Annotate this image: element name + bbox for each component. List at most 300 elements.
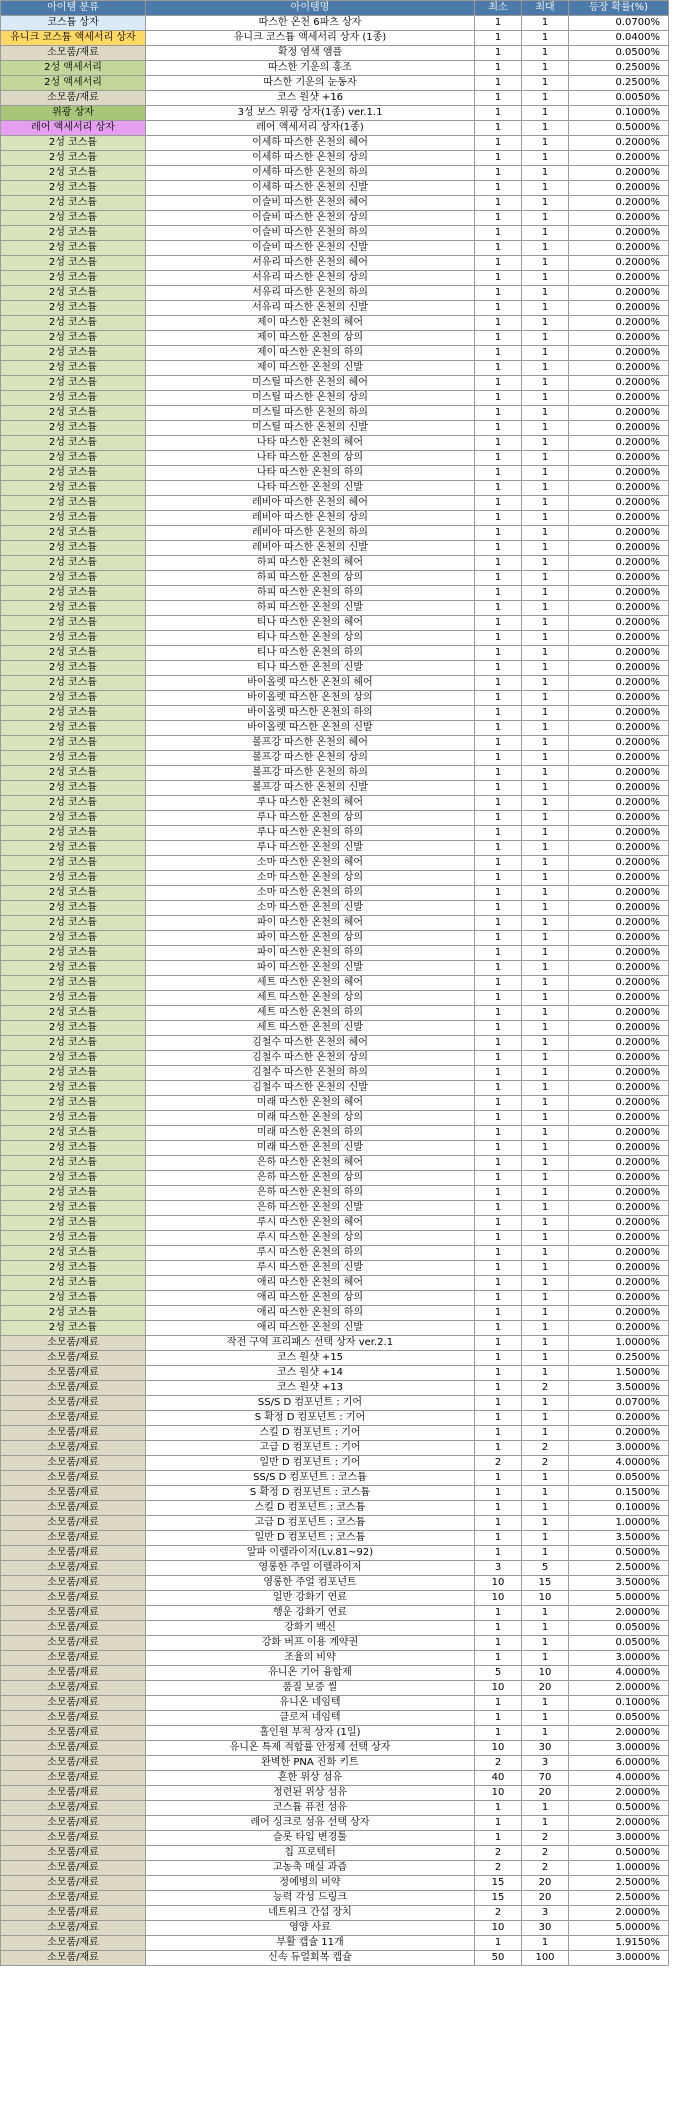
category-cell: 소모품/재료: [1, 1756, 146, 1771]
probability-cell: 0.2000%: [569, 331, 669, 346]
category-cell: 소모품/재료: [1, 1816, 146, 1831]
probability-cell: 0.2000%: [569, 286, 669, 301]
max-cell: 3: [522, 1906, 569, 1921]
probability-cell: 0.2000%: [569, 346, 669, 361]
probability-cell: 0.2000%: [569, 901, 669, 916]
probability-cell: 3.5000%: [569, 1381, 669, 1396]
category-cell: 소모품/재료: [1, 1876, 146, 1891]
table-row: [1, 1906, 669, 1921]
category-cell: 2성 코스튬: [1, 511, 146, 526]
min-cell: 1: [475, 556, 522, 571]
max-cell: 1: [522, 256, 569, 271]
category-cell: 2성 코스튬: [1, 616, 146, 631]
item-name-cell: 하피 따스한 온천의 하의: [146, 586, 475, 601]
max-cell: 1: [522, 796, 569, 811]
max-cell: 1: [522, 1051, 569, 1066]
category-cell: 2성 코스튬: [1, 1231, 146, 1246]
probability-cell: 0.2000%: [569, 466, 669, 481]
max-cell: 1: [522, 1471, 569, 1486]
table-row: [1, 1726, 669, 1741]
table-row: [1, 976, 669, 991]
probability-cell: 0.2000%: [569, 706, 669, 721]
item-name-cell: 일반 D 컴포넌트 : 코스튬: [146, 1531, 475, 1546]
table-row: [1, 451, 669, 466]
item-name-cell: 세트 따스한 온천의 하의: [146, 1006, 475, 1021]
category-cell: 2성 코스튬: [1, 601, 146, 616]
table-row: [1, 571, 669, 586]
max-cell: 2: [522, 1381, 569, 1396]
item-name-cell: 소마 따스한 온천의 헤어: [146, 856, 475, 871]
table-row: [1, 1066, 669, 1081]
probability-cell: 0.2000%: [569, 661, 669, 676]
item-name-cell: 애리 따스한 온천의 상의: [146, 1291, 475, 1306]
min-cell: 1: [475, 1231, 522, 1246]
category-cell: 2성 코스튬: [1, 286, 146, 301]
item-name-cell: 루나 따스한 온천의 헤어: [146, 796, 475, 811]
min-cell: 1: [475, 736, 522, 751]
category-cell: 2성 코스튬: [1, 736, 146, 751]
probability-cell: 0.1500%: [569, 1486, 669, 1501]
item-name-cell: 은하 따스한 온천의 상의: [146, 1171, 475, 1186]
category-cell: 위광 상자: [1, 106, 146, 121]
max-cell: 1: [522, 226, 569, 241]
category-cell: 2성 코스튬: [1, 961, 146, 976]
table-row: [1, 1936, 669, 1951]
min-cell: 1: [475, 391, 522, 406]
min-cell: 1: [475, 286, 522, 301]
category-cell: 2성 코스튬: [1, 1276, 146, 1291]
category-cell: 2성 코스튬: [1, 931, 146, 946]
category-cell: 2성 코스튬: [1, 646, 146, 661]
max-cell: 1: [522, 886, 569, 901]
max-cell: 1: [522, 211, 569, 226]
category-cell: 소모품/재료: [1, 1936, 146, 1951]
table-row: [1, 1621, 669, 1636]
max-cell: 1: [522, 361, 569, 376]
probability-cell: 0.2000%: [569, 1051, 669, 1066]
min-cell: 1: [475, 1321, 522, 1336]
category-cell: 2성 코스튬: [1, 871, 146, 886]
table-row: [1, 1021, 669, 1036]
category-cell: 소모품/재료: [1, 1411, 146, 1426]
category-cell: 2성 코스튬: [1, 1021, 146, 1036]
min-cell: 1: [475, 931, 522, 946]
probability-cell: 0.2000%: [569, 841, 669, 856]
item-name-cell: 영롱한 주얼 이렐라이저: [146, 1561, 475, 1576]
probability-cell: 5.0000%: [569, 1591, 669, 1606]
table-row: [1, 811, 669, 826]
max-cell: 1: [522, 466, 569, 481]
table-row: [1, 286, 669, 301]
probability-cell: 0.2000%: [569, 946, 669, 961]
probability-cell: 0.2000%: [569, 1171, 669, 1186]
max-cell: 1: [522, 151, 569, 166]
probability-cell: 0.2000%: [569, 916, 669, 931]
max-cell: 20: [522, 1786, 569, 1801]
category-cell: 2성 코스튬: [1, 421, 146, 436]
max-cell: 2: [522, 1861, 569, 1876]
probability-cell: 0.2000%: [569, 976, 669, 991]
max-cell: 1: [522, 871, 569, 886]
table-row: [1, 931, 669, 946]
item-name-cell: 하피 따스한 온천의 신발: [146, 601, 475, 616]
max-cell: 1: [522, 1306, 569, 1321]
item-name-cell: 칩 프로텍터: [146, 1846, 475, 1861]
min-cell: 1: [475, 1531, 522, 1546]
max-cell: 1: [522, 301, 569, 316]
max-cell: 1: [522, 31, 569, 46]
min-cell: 1: [475, 1276, 522, 1291]
max-cell: 15: [522, 1576, 569, 1591]
min-cell: 1: [475, 616, 522, 631]
min-cell: 1: [475, 1261, 522, 1276]
item-name-cell: 스킬 D 컴포넌트 : 코스튬: [146, 1501, 475, 1516]
category-cell: 소모품/재료: [1, 46, 146, 61]
category-cell: 소모품/재료: [1, 1456, 146, 1471]
category-cell: 2성 코스튬: [1, 1306, 146, 1321]
probability-cell: 0.2000%: [569, 631, 669, 646]
probability-cell: 0.2000%: [569, 1201, 669, 1216]
category-cell: 2성 코스튬: [1, 166, 146, 181]
table-row: [1, 1396, 669, 1411]
item-name-cell: 레어 싱크로 섬유 선택 상자: [146, 1816, 475, 1831]
item-name-cell: 신속 듀얼회복 캡슐: [146, 1951, 475, 1966]
item-name-cell: 은하 따스한 온천의 신발: [146, 1201, 475, 1216]
category-cell: 2성 코스튬: [1, 466, 146, 481]
table-row: [1, 1441, 669, 1456]
item-name-cell: 파이 따스한 온천의 헤어: [146, 916, 475, 931]
min-cell: 1: [475, 796, 522, 811]
min-cell: 5: [475, 1666, 522, 1681]
item-name-cell: 코스 원샷 +13: [146, 1381, 475, 1396]
category-cell: 2성 코스튬: [1, 826, 146, 841]
item-name-cell: 레비아 따스한 온천의 헤어: [146, 496, 475, 511]
item-name-cell: 볼프강 따스한 온천의 상의: [146, 751, 475, 766]
probability-cell: 0.2000%: [569, 796, 669, 811]
table-body: [1, 16, 669, 1966]
min-cell: 1: [475, 211, 522, 226]
max-cell: 1: [522, 1426, 569, 1441]
table-row: [1, 481, 669, 496]
category-cell: 소모품/재료: [1, 1441, 146, 1456]
probability-cell: 0.2000%: [569, 1066, 669, 1081]
min-cell: 1: [475, 316, 522, 331]
item-name-cell: 김철수 따스한 온천의 상의: [146, 1051, 475, 1066]
min-cell: 1: [475, 1501, 522, 1516]
min-cell: 1: [475, 1636, 522, 1651]
min-cell: 1: [475, 781, 522, 796]
min-cell: 1: [475, 331, 522, 346]
item-name-cell: 바이올렛 따스한 온천의 헤어: [146, 676, 475, 691]
probability-cell: 2.5000%: [569, 1876, 669, 1891]
item-name-cell: 미스틸 따스한 온천의 신발: [146, 421, 475, 436]
table-row: [1, 1681, 669, 1696]
item-name-cell: 파이 따스한 온천의 신발: [146, 961, 475, 976]
category-cell: 2성 코스튬: [1, 976, 146, 991]
category-cell: 2성 코스튬: [1, 1066, 146, 1081]
category-cell: 2성 코스튬: [1, 571, 146, 586]
min-cell: 1: [475, 526, 522, 541]
category-cell: 소모품/재료: [1, 1561, 146, 1576]
item-name-cell: 애리 따스한 온천의 신발: [146, 1321, 475, 1336]
item-name-cell: 코스튬 퓨전 섬유: [146, 1801, 475, 1816]
probability-cell: 1.0000%: [569, 1336, 669, 1351]
min-cell: 1: [475, 1036, 522, 1051]
item-name-cell: S 확정 D 컴포넌트 : 기어: [146, 1411, 475, 1426]
category-cell: 소모품/재료: [1, 1366, 146, 1381]
min-cell: 1: [475, 1486, 522, 1501]
table-row: [1, 1666, 669, 1681]
probability-cell: 0.2000%: [569, 781, 669, 796]
min-cell: 1: [475, 166, 522, 181]
max-cell: 3: [522, 1756, 569, 1771]
max-cell: 1: [522, 736, 569, 751]
probability-cell: 6.0000%: [569, 1756, 669, 1771]
table-row: [1, 1876, 669, 1891]
probability-cell: 0.0500%: [569, 1711, 669, 1726]
max-cell: 1: [522, 1081, 569, 1096]
probability-cell: 2.0000%: [569, 1606, 669, 1621]
probability-cell: 0.2000%: [569, 481, 669, 496]
probability-cell: 0.2000%: [569, 316, 669, 331]
probability-cell: 2.0000%: [569, 1726, 669, 1741]
min-cell: 10: [475, 1741, 522, 1756]
min-cell: 1: [475, 406, 522, 421]
item-name-cell: S 확정 D 컴포넌트 : 코스튬: [146, 1486, 475, 1501]
table-row: [1, 1141, 669, 1156]
table-row: [1, 1261, 669, 1276]
probability-cell: 0.2500%: [569, 76, 669, 91]
table-row: [1, 1651, 669, 1666]
probability-cell: 0.2000%: [569, 1111, 669, 1126]
min-cell: 1: [475, 1606, 522, 1621]
max-cell: 1: [522, 811, 569, 826]
table-row: [1, 901, 669, 916]
category-cell: 2성 코스튬: [1, 751, 146, 766]
min-cell: 1: [475, 1351, 522, 1366]
item-name-cell: 품질 보증 씰: [146, 1681, 475, 1696]
item-name-cell: SS/S D 컴포넌트 : 기어: [146, 1396, 475, 1411]
table-row: [1, 361, 669, 376]
probability-cell: 0.2000%: [569, 436, 669, 451]
min-cell: 1: [475, 1126, 522, 1141]
min-cell: 1: [475, 61, 522, 76]
category-cell: 레어 액세서리 상자: [1, 121, 146, 136]
table-row: [1, 586, 669, 601]
min-cell: 1: [475, 541, 522, 556]
min-cell: 1: [475, 1066, 522, 1081]
table-row: [1, 736, 669, 751]
table-row: [1, 256, 669, 271]
probability-cell: 1.9150%: [569, 1936, 669, 1951]
category-cell: 2성 코스튬: [1, 1216, 146, 1231]
category-cell: 2성 액세서리: [1, 61, 146, 76]
max-cell: 1: [522, 1186, 569, 1201]
probability-cell: 0.2000%: [569, 391, 669, 406]
min-cell: 1: [475, 1651, 522, 1666]
item-name-cell: 서유리 따스한 온천의 상의: [146, 271, 475, 286]
min-cell: 1: [475, 1471, 522, 1486]
min-cell: 1: [475, 511, 522, 526]
probability-cell: 0.1000%: [569, 1501, 669, 1516]
min-cell: 1: [475, 601, 522, 616]
category-cell: 2성 코스튬: [1, 256, 146, 271]
item-name-cell: 알파 이렐라이저(Lv.81~92): [146, 1546, 475, 1561]
min-cell: 1: [475, 1801, 522, 1816]
max-cell: 1: [522, 16, 569, 31]
min-cell: 1: [475, 436, 522, 451]
probability-cell: 0.0050%: [569, 91, 669, 106]
item-name-cell: 레어 액세서리 상자(1종): [146, 121, 475, 136]
max-cell: 1: [522, 1606, 569, 1621]
probability-cell: 3.5000%: [569, 1576, 669, 1591]
max-cell: 1: [522, 631, 569, 646]
item-name-cell: 작전 구역 프리패스 선택 상자 ver.2.1: [146, 1336, 475, 1351]
table-row: [1, 991, 669, 1006]
max-cell: 1: [522, 241, 569, 256]
category-cell: 2성 코스튬: [1, 376, 146, 391]
table-row: [1, 721, 669, 736]
item-name-cell: 볼프강 따스한 온천의 헤어: [146, 736, 475, 751]
min-cell: 40: [475, 1771, 522, 1786]
probability-cell: 0.2000%: [569, 1096, 669, 1111]
min-cell: 2: [475, 1846, 522, 1861]
category-cell: 2성 코스튬: [1, 991, 146, 1006]
category-cell: 소모품/재료: [1, 1336, 146, 1351]
item-name-cell: 따스한 기운의 홍조: [146, 61, 475, 76]
table-row: [1, 1771, 669, 1786]
min-cell: 1: [475, 1396, 522, 1411]
max-cell: 1: [522, 1816, 569, 1831]
item-name-cell: 나타 따스한 온천의 하의: [146, 466, 475, 481]
probability-cell: 0.2000%: [569, 1261, 669, 1276]
probability-cell: 0.2000%: [569, 196, 669, 211]
category-cell: 소모품/재료: [1, 1726, 146, 1741]
item-name-cell: 김철수 따스한 온천의 하의: [146, 1066, 475, 1081]
category-cell: 2성 코스튬: [1, 346, 146, 361]
max-cell: 1: [522, 1696, 569, 1711]
probability-cell: 0.2000%: [569, 1021, 669, 1036]
item-name-cell: 일반 강화기 연료: [146, 1591, 475, 1606]
item-name-cell: 레비아 따스한 온천의 하의: [146, 526, 475, 541]
item-name-cell: 바이올렛 따스한 온천의 신발: [146, 721, 475, 736]
probability-cell: 0.2500%: [569, 61, 669, 76]
table-row: [1, 496, 669, 511]
max-cell: 30: [522, 1921, 569, 1936]
probability-cell: 4.0000%: [569, 1666, 669, 1681]
probability-cell: 0.2000%: [569, 526, 669, 541]
category-cell: 소모품/재료: [1, 1471, 146, 1486]
category-cell: 2성 코스튬: [1, 241, 146, 256]
min-cell: 1: [475, 586, 522, 601]
probability-cell: 0.2000%: [569, 406, 669, 421]
item-name-cell: 유니온 기어 융합제: [146, 1666, 475, 1681]
category-cell: 2성 코스튬: [1, 841, 146, 856]
table-row: [1, 1246, 669, 1261]
probability-cell: 0.5000%: [569, 121, 669, 136]
table-row: [1, 271, 669, 286]
item-name-cell: 루시 따스한 온천의 헤어: [146, 1216, 475, 1231]
table-row: [1, 1711, 669, 1726]
category-cell: 소모품/재료: [1, 1486, 146, 1501]
probability-cell: 2.5000%: [569, 1891, 669, 1906]
min-cell: 1: [475, 1081, 522, 1096]
max-cell: 1: [522, 1531, 569, 1546]
min-cell: 1: [475, 1411, 522, 1426]
table-row: [1, 1381, 669, 1396]
min-cell: 1: [475, 841, 522, 856]
category-cell: 2성 코스튬: [1, 406, 146, 421]
table-row: [1, 616, 669, 631]
table-row: [1, 826, 669, 841]
category-cell: 2성 코스튬: [1, 1246, 146, 1261]
max-cell: 1: [522, 691, 569, 706]
table-row: [1, 1276, 669, 1291]
max-cell: 20: [522, 1891, 569, 1906]
table-row: [1, 1291, 669, 1306]
max-cell: 1: [522, 1021, 569, 1036]
max-cell: 1: [522, 961, 569, 976]
item-name-cell: 소마 따스한 온천의 상의: [146, 871, 475, 886]
item-name-cell: 나타 따스한 온천의 헤어: [146, 436, 475, 451]
max-cell: 1: [522, 1111, 569, 1126]
probability-cell: 0.2000%: [569, 691, 669, 706]
min-cell: 1: [475, 1441, 522, 1456]
probability-cell: 0.2000%: [569, 541, 669, 556]
min-cell: 1: [475, 181, 522, 196]
max-cell: 1: [522, 1231, 569, 1246]
min-cell: 1: [475, 811, 522, 826]
probability-cell: 0.2000%: [569, 751, 669, 766]
table-row: [1, 1546, 669, 1561]
min-cell: 2: [475, 1906, 522, 1921]
item-name-cell: 미래 따스한 온천의 신발: [146, 1141, 475, 1156]
max-cell: 1: [522, 826, 569, 841]
item-name-cell: 애리 따스한 온천의 하의: [146, 1306, 475, 1321]
category-cell: 소모품/재료: [1, 1576, 146, 1591]
max-cell: 1: [522, 676, 569, 691]
min-cell: 1: [475, 1051, 522, 1066]
category-cell: 2성 코스튬: [1, 691, 146, 706]
item-name-cell: 코스 원샷 +14: [146, 1366, 475, 1381]
probability-cell: 0.2000%: [569, 1141, 669, 1156]
item-name-cell: 바이올렛 따스한 온천의 하의: [146, 706, 475, 721]
item-name-cell: 유니온 특제 적합률 안정제 선택 상자: [146, 1741, 475, 1756]
min-cell: 1: [475, 1021, 522, 1036]
table-row: [1, 1756, 669, 1771]
table-row: [1, 301, 669, 316]
min-cell: 1: [475, 1246, 522, 1261]
max-cell: 1: [522, 1366, 569, 1381]
min-cell: 1: [475, 1516, 522, 1531]
item-name-cell: 완벽한 PNA 진화 키트: [146, 1756, 475, 1771]
item-name-cell: 부활 캡슐 11개: [146, 1936, 475, 1951]
min-cell: 1: [475, 151, 522, 166]
max-cell: 1: [522, 331, 569, 346]
max-cell: 1: [522, 1396, 569, 1411]
max-cell: 1: [522, 751, 569, 766]
item-name-cell: 이세하 따스한 온천의 신발: [146, 181, 475, 196]
min-cell: 1: [475, 361, 522, 376]
category-cell: 2성 코스튬: [1, 1051, 146, 1066]
min-cell: 1: [475, 346, 522, 361]
table-row: [1, 1126, 669, 1141]
category-cell: 소모품/재료: [1, 1516, 146, 1531]
probability-cell: 3.0000%: [569, 1441, 669, 1456]
min-cell: 1: [475, 1816, 522, 1831]
max-cell: 1: [522, 976, 569, 991]
table-row: [1, 76, 669, 91]
